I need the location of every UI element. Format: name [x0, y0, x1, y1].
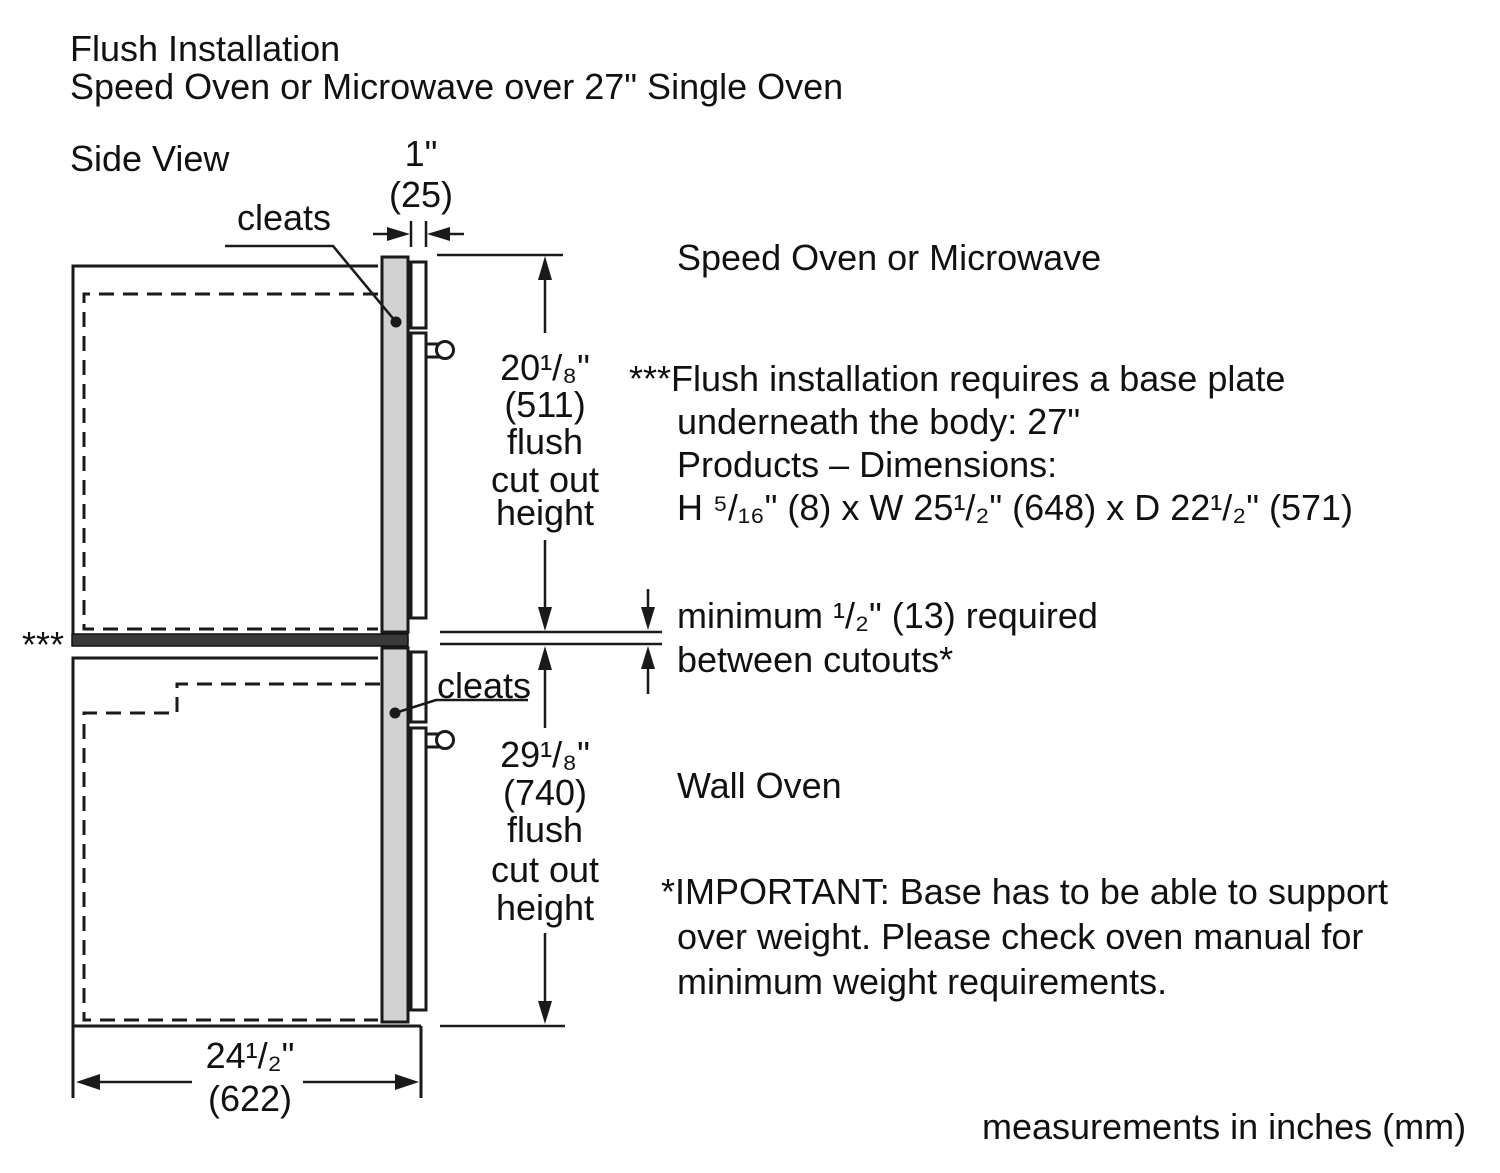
lower-cavity-dashed-outline	[84, 684, 380, 1020]
side-view-label: Side View	[70, 138, 230, 179]
upper-cutout-dim-word1: flush	[506, 421, 584, 462]
door-thickness-arrowhead-right	[427, 227, 450, 241]
depth-arrowhead-left	[76, 1074, 100, 1090]
lower-cutout-dim-inches: 29¹/₈"	[500, 734, 590, 775]
upper-cleat	[382, 257, 408, 632]
upper-cutout-arrowhead-up	[538, 256, 552, 280]
min-gap-arrowhead-up	[641, 646, 655, 669]
cleats-bottom-leader-dot	[390, 708, 401, 719]
upper-cutout-dim-inches: 20¹/₈"	[500, 347, 590, 388]
lower-oven-control-panel	[411, 652, 426, 722]
important-note-line3: minimum weight requirements.	[677, 961, 1168, 1002]
flush-note-line4: H ⁵/₁₆" (8) x W 25¹/₂" (648) x D 22¹/₂" (571)	[677, 487, 1354, 528]
door-thickness-mm: (25)	[388, 174, 454, 215]
depth-dim-mm: (622)	[207, 1078, 293, 1119]
upper-oven-control-panel	[411, 262, 426, 328]
min-gap-note-line2: between cutouts*	[677, 639, 954, 680]
lower-cabinet-outline	[73, 658, 421, 1026]
flush-note-line1: ***Flush installation requires a base plate	[629, 358, 1286, 399]
upper-cabinet-outline	[73, 266, 378, 634]
upper-cutout-dim-mm: (511)	[504, 384, 586, 425]
lower-cutout-dim-mm: (740)	[502, 772, 588, 813]
important-note-line2: over weight. Please check oven manual for	[677, 916, 1364, 957]
cleats-top-leader-dot	[391, 317, 402, 328]
min-gap-arrowhead-down	[641, 607, 655, 630]
important-note-line1: *IMPORTANT: Base has to be able to support	[661, 871, 1389, 912]
flush-note-line3: Products – Dimensions:	[677, 444, 1058, 485]
lower-cleat	[382, 648, 408, 1022]
upper-cutout-dim-word3: height	[495, 492, 595, 533]
cleats-bottom-label: cleats	[437, 665, 532, 706]
door-thickness-inches: 1"	[404, 133, 438, 174]
cleats-top-leader-line	[225, 246, 396, 322]
lower-cutout-dim-word1: flush	[506, 809, 584, 850]
units-footnote: measurements in inches (mm)	[982, 1106, 1467, 1147]
flush-note-line2: underneath the body: 27"	[677, 401, 1081, 442]
base-plate-stars: ***	[22, 624, 65, 665]
upper-cutout-arrowhead-down	[538, 607, 552, 631]
lower-cutout-arrowhead-up	[538, 646, 552, 670]
lower-oven-door	[411, 728, 426, 1010]
upper-cutout-dim-word2: cut out	[490, 459, 600, 500]
cleats-top-label: cleats	[237, 197, 332, 238]
depth-dim-inches: 24¹/₂"	[205, 1035, 295, 1076]
depth-arrowhead-right	[395, 1074, 419, 1090]
base-plate	[72, 634, 408, 646]
lower-cutout-dim-word2: cut out	[490, 849, 600, 890]
lower-cutout-dim-word3: height	[495, 887, 595, 928]
upper-oven-door	[411, 333, 426, 618]
min-gap-note-line1: minimum ¹/₂" (13) required	[677, 595, 1098, 636]
page-title-line2: Speed Oven or Microwave over 27" Single Oven	[70, 66, 844, 107]
door-thickness-arrowhead-left	[387, 227, 410, 241]
page-title-line1: Flush Installation	[70, 28, 341, 69]
upper-cavity-dashed-outline	[84, 294, 378, 629]
wall-oven-label: Wall Oven	[677, 765, 842, 806]
speed-oven-label: Speed Oven or Microwave	[677, 237, 1102, 278]
lower-cutout-arrowhead-down	[538, 1001, 552, 1024]
